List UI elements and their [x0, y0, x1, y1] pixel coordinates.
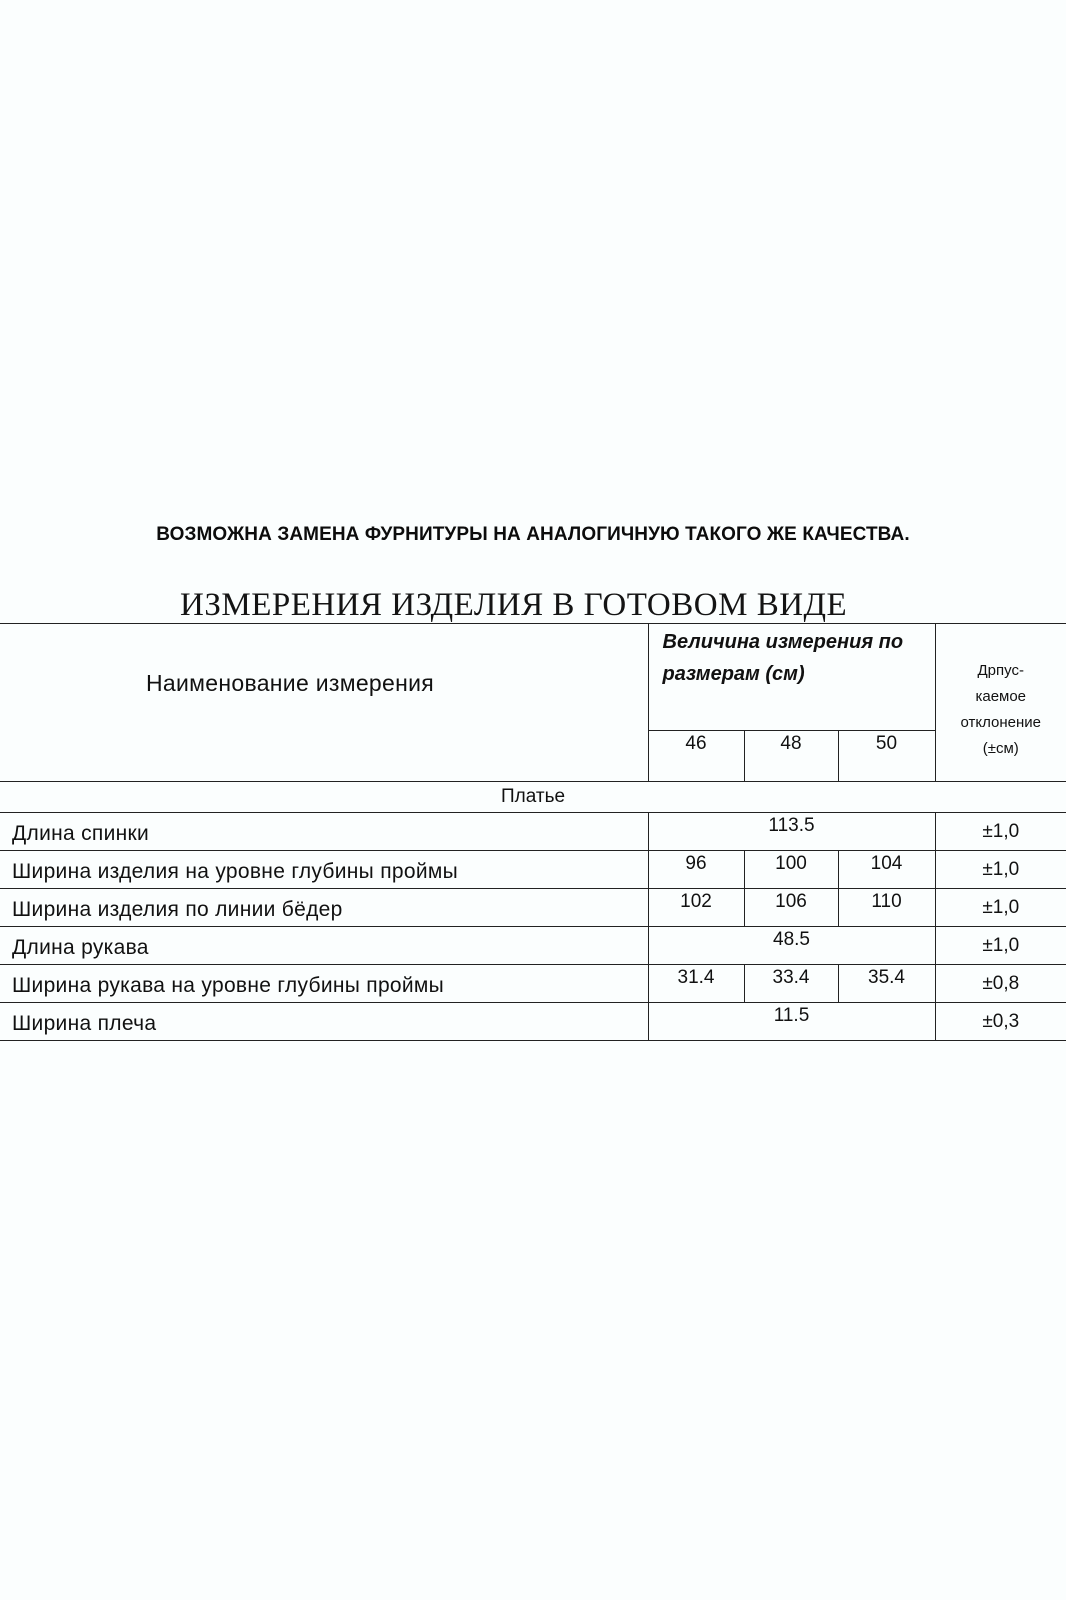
- measurements-table: [0, 623, 1066, 1041]
- row-value-48: 33.4: [744, 965, 838, 1003]
- row-value: 11.5: [648, 1003, 935, 1041]
- replacement-notice: ВОЗМОЖНА ЗАМЕНА ФУРНИТУРЫ НА АНАЛОГИЧНУЮ ТАКОГО ЖЕ КАЧЕСТВА.: [156, 524, 910, 545]
- row-value: 48.5: [648, 927, 935, 965]
- table-row: [0, 889, 1066, 927]
- section-label: Платье: [0, 782, 1066, 813]
- row-value-46: 31.4: [648, 965, 744, 1003]
- header-tolerance-line: (±см): [982, 739, 1019, 757]
- header-size-46: 46: [648, 731, 744, 782]
- table-row: [0, 813, 1066, 851]
- row-tolerance: ±0,8: [935, 965, 1066, 1003]
- row-tolerance: ±1,0: [935, 927, 1066, 965]
- table-row: [0, 965, 1066, 1003]
- row-tolerance: ±1,0: [935, 851, 1066, 889]
- row-tolerance: ±1,0: [935, 889, 1066, 927]
- row-value-50: 110: [838, 889, 935, 927]
- row-name: Ширина изделия на уровне глубины проймы: [0, 851, 648, 889]
- header-tolerance-line: Дрпус-: [977, 661, 1024, 679]
- row-value: 113.5: [648, 813, 935, 851]
- row-value-50: 104: [838, 851, 935, 889]
- row-name: Ширина плеча: [0, 1003, 648, 1041]
- row-name: Ширина рукава на уровне глубины проймы: [0, 965, 648, 1003]
- row-tolerance: ±1,0: [935, 813, 1066, 851]
- table-row: [0, 851, 1066, 889]
- header-tolerance-line: отклонение: [960, 713, 1041, 731]
- header-size-48: 48: [744, 731, 838, 782]
- table-row: [0, 927, 1066, 965]
- row-value-48: 100: [744, 851, 838, 889]
- row-value-50: 35.4: [838, 965, 935, 1003]
- header-size-50: 50: [838, 731, 935, 782]
- table-row: [0, 1003, 1066, 1041]
- row-name: Длина рукава: [0, 927, 648, 965]
- header-measurement-name: Наименование измерения: [0, 624, 648, 782]
- row-value-48: 106: [744, 889, 838, 927]
- header-tolerance: [935, 624, 1066, 782]
- row-name: Ширина изделия по линии бёдер: [0, 889, 648, 927]
- row-value-46: 102: [648, 889, 744, 927]
- header-size-values: Величина измерения по размерам (см): [648, 624, 935, 731]
- row-name: Длина спинки: [0, 813, 648, 851]
- document-title: ИЗМЕРЕНИЯ ИЗДЕЛИЯ В ГОТОВОМ ВИДЕ: [180, 587, 848, 623]
- row-tolerance: ±0,3: [935, 1003, 1066, 1041]
- row-value-46: 96: [648, 851, 744, 889]
- header-tolerance-line: каемое: [975, 687, 1027, 705]
